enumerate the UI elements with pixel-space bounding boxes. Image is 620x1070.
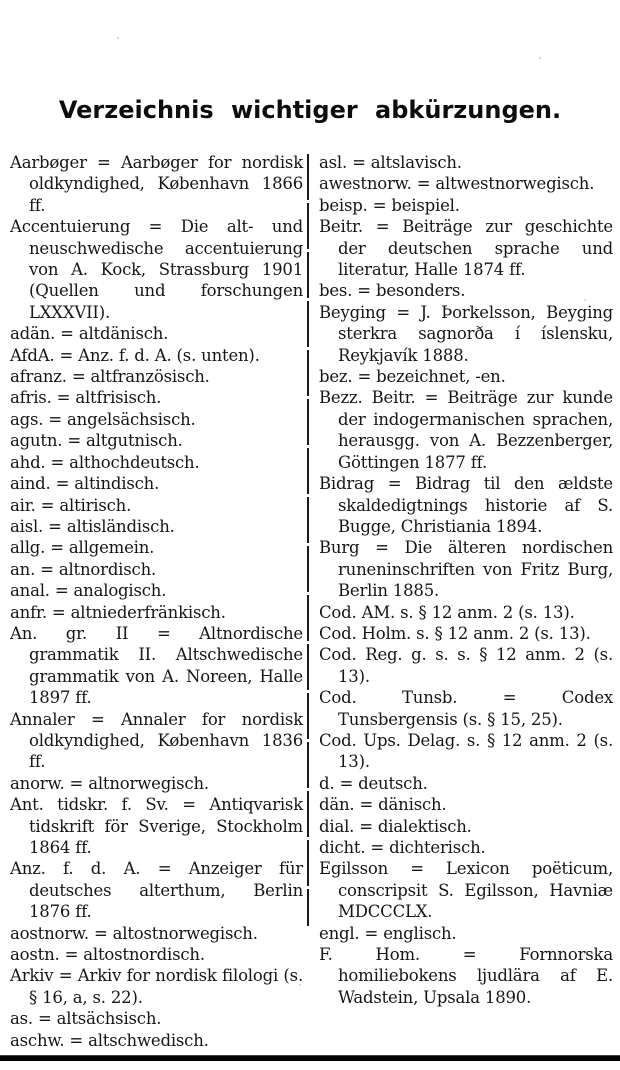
abbreviation-entry: adän. = altdänisch.	[10, 324, 169, 344]
page-title: Verzeichnis wichtiger abkürzungen.	[58, 96, 562, 124]
abbreviation-entry: Cod. Ups. Delag. s. § 12 anm. 2 (s. 13).	[319, 730, 613, 772]
abbreviation-entry: afris. = altfrisisch.	[10, 388, 162, 408]
abbreviation-entry: allg. = allgemein.	[10, 538, 155, 558]
abbreviation-entry: aostn. = altostnordisch.	[10, 945, 205, 965]
abbreviation-entry: agutn. = altgutnisch.	[10, 431, 183, 451]
abbreviation-entry: anal. = analogisch.	[10, 581, 167, 601]
abbreviation-entry: air. = altirisch.	[10, 495, 132, 515]
abbreviation-entry: Cod. Holm. s. § 12 anm. 2 (s. 13).	[319, 623, 591, 643]
abbreviations-column-left	[10, 152, 303, 1051]
abbreviation-entry: Beyging = J. Þorkelsson, Beyging sterkra sagnorða í íslensku, Reykjavík 1888.	[319, 302, 613, 365]
abbreviation-entry: Cod. Tunsb. = Codex Tunsbergensis (s. § 15, 25).	[319, 688, 613, 729]
abbreviation-entry: dän. = dänisch.	[319, 795, 447, 815]
abbreviation-entry: bes. = besonders.	[319, 281, 466, 301]
abbreviation-entry: beisp. = beispiel.	[319, 195, 460, 215]
abbreviation-entry: asl. = altslavisch.	[319, 153, 462, 172]
abbreviation-entry: Cod. Reg. g. s. s. § 12 anm. 2 (s. 13).	[319, 645, 613, 686]
abbreviation-entry: afranz. = altfranzösisch.	[10, 367, 210, 387]
abbreviation-entry: Bezz. Beitr. = Beiträge zur kunde der indogermanischen sprachen, herausgg. von A. Bezzenberger, Göttingen 1877 ff.	[319, 388, 613, 472]
abbreviation-entry: awestnorw. = altwestnorwegisch.	[319, 174, 595, 194]
abbreviation-entry: aostnorw. = altostnorwegisch.	[10, 923, 258, 943]
abbreviation-entry: as. = altsächsisch.	[10, 1009, 162, 1029]
abbreviation-entry: aind. = altindisch.	[10, 474, 160, 494]
abbreviation-entry: Accentuierung = Die alt- und neuschwedische accentuierung von A. Kock, Strassburg 1901 (Quellen und forschungen LXXXVII).	[10, 217, 303, 322]
abbreviation-entry: ahd. = althochdeutsch.	[10, 452, 200, 472]
abbreviation-entry: bez. = bezeichnet, -en.	[319, 367, 506, 387]
abbreviation-entry: Burg = Die älteren nordischen runeninschriften von Fritz Burg, Berlin 1885.	[319, 538, 613, 601]
abbreviation-entry: Egilsson = Lexicon poëticum, conscripsit S. Egilsson, Havniæ MDCCCLX.	[319, 859, 613, 922]
page-bottom-edge	[0, 1056, 620, 1061]
abbreviations-column-right	[319, 152, 613, 1008]
abbreviation-entry: anfr. = altniederfränkisch.	[10, 602, 226, 622]
abbreviation-entry: An. gr. II = Altnordische grammatik II. Altschwedische grammatik von A. Noreen, Halle 1897 ff.	[10, 623, 303, 708]
abbreviation-entry: an. = altnordisch.	[10, 559, 157, 579]
abbreviation-entry: Arkiv = Arkiv for nordisk filologi (s. § 16, a, s. 22).	[10, 966, 303, 1007]
abbreviation-entry: engl. = englisch.	[319, 923, 457, 943]
abbreviation-entry: anorw. = altnorwegisch.	[10, 773, 209, 793]
abbreviation-entry: Aarbøger = Aarbøger for nordisk oldkyndighed, København 1866 ff.	[10, 153, 303, 215]
abbreviation-entry: ags. = angelsächsisch.	[10, 409, 196, 429]
abbreviation-entry: Ant. tidskr. f. Sv. = Antiqvarisk tidskrift för Sverige, Stockholm 1864 ff.	[10, 795, 303, 857]
abbreviation-entry: Annaler = Annaler for nordisk oldkyndighed, København 1836 ff.	[10, 709, 303, 772]
abbreviation-entry: d. = deutsch.	[319, 773, 428, 793]
abbreviation-entry: Anz. f. d. A. = Anzeiger für deutsches alterthum, Berlin 1876 ff.	[10, 859, 303, 922]
abbreviation-entry: dial. = dialektisch.	[319, 816, 472, 836]
abbreviation-entry: F. Hom. = Fornnorska homiliebokens ljudlära af E. Wadstein, Upsala 1890.	[319, 945, 613, 1007]
abbreviation-entry: Cod. AM. s. § 12 anm. 2 (s. 13).	[319, 602, 575, 622]
abbreviation-entry: Beitr. = Beiträge zur geschichte der deutschen sprache und literatur, Halle 1874 ff.	[319, 217, 613, 280]
column-divider-rule	[307, 154, 309, 926]
abbreviation-entry: AfdA. = Anz. f. d. A. (s. unten).	[10, 345, 260, 365]
abbreviation-entry: aisl. = altisländisch.	[10, 516, 175, 536]
abbreviation-entry: dicht. = dichterisch.	[319, 838, 486, 857]
abbreviation-entry: Bidrag = Bidrag til den ældste skaldedigtnings historie af S. Bugge, Christiania 1894.	[319, 474, 613, 536]
abbreviation-entry: aschw. = altschwedisch.	[10, 1030, 209, 1050]
